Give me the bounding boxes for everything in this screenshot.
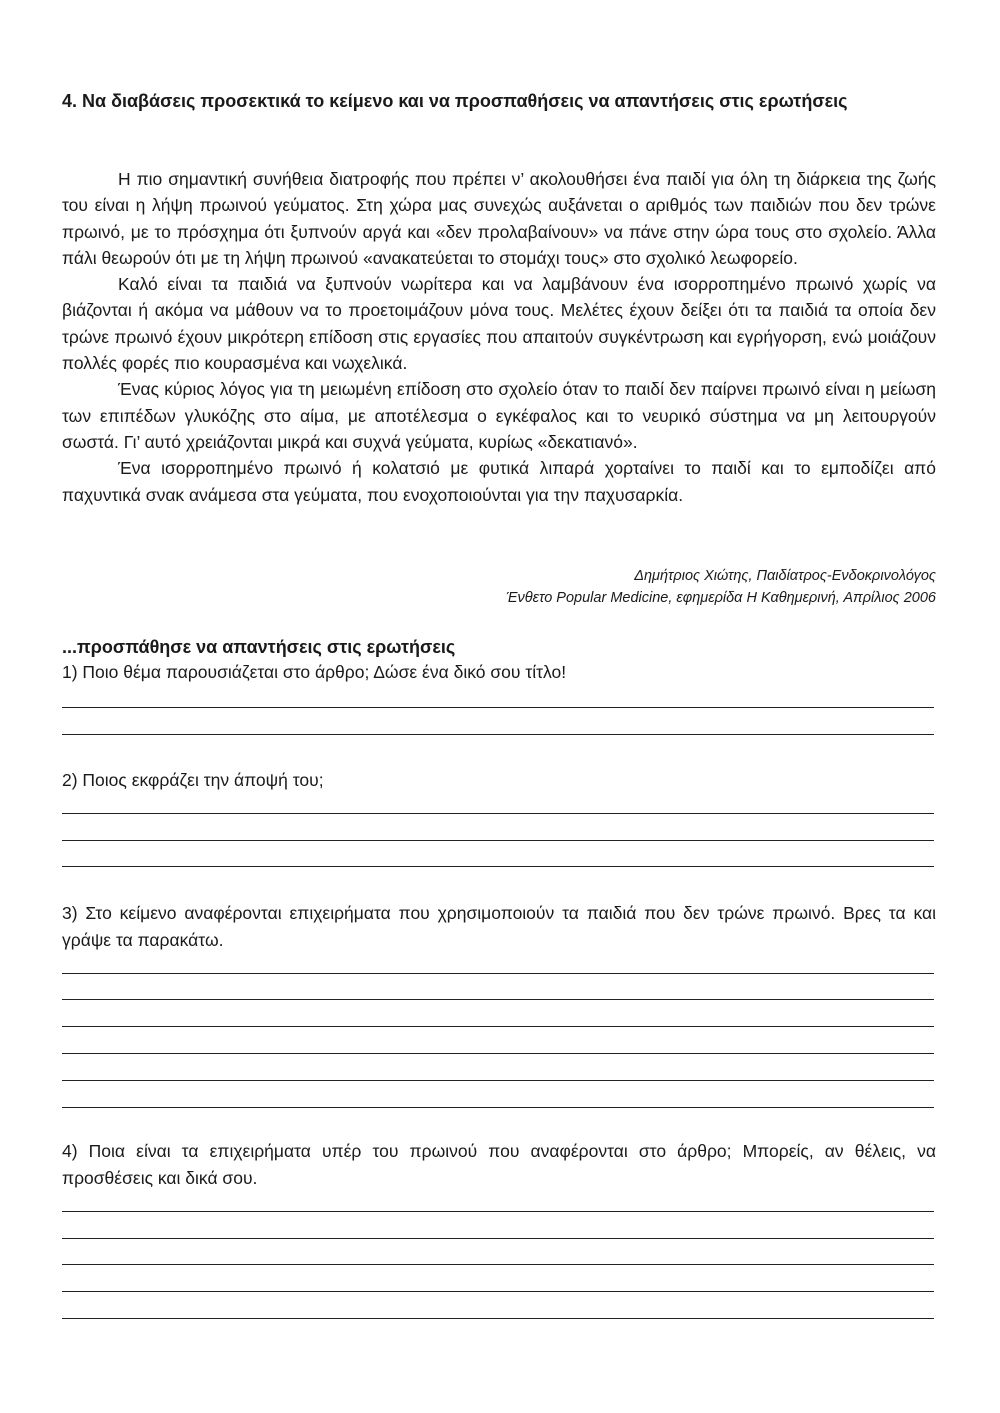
answer-line[interactable] bbox=[62, 1080, 934, 1081]
question-3: 3) Στο κείμενο αναφέρονται επιχειρήματα που χρησιμοποιούν τα παιδιά που δεν τρώνε πρωινό. Βρες τα και γράψε τα παρακάτω. bbox=[62, 903, 936, 950]
article-source bbox=[62, 565, 936, 609]
questions-heading: ...προσπάθησε να απαντήσεις στις ερωτήσεις bbox=[62, 637, 456, 657]
article-paragraph: Ένας κύριος λόγος για τη μειωμένη επίδοση στο σχολείο όταν το παιδί δεν παίρνει πρωινό είναι η μείωση των επιπέδων γλυκόζης στο αίμα, με αποτέλεσμα ο εγκέφαλος και το νευρικό σύστημα να μη λειτουργούν σωστά. Γι’ αυτό χρειάζονται μικρά και συχνά γεύματα, κυρίως «δεκατιανό». bbox=[62, 379, 936, 452]
answer-line[interactable] bbox=[62, 1291, 934, 1292]
answer-line[interactable] bbox=[62, 840, 934, 841]
answer-line[interactable] bbox=[62, 1238, 934, 1239]
answer-line[interactable] bbox=[62, 973, 934, 974]
article-publication: Ένθετο Popular Medicine, εφημερίδα Η Καθημερινή, Απρίλιος 2006 bbox=[506, 590, 936, 606]
exercise-title: 4. Να διαβάσεις προσεκτικά το κείμενο και να προσπαθήσεις να απαντήσεις στις ερωτήσεις bbox=[62, 91, 848, 111]
question-2: 2) Ποιος εκφράζει την άποψή του; bbox=[62, 770, 324, 790]
article-paragraph: Η πιο σημαντική συνήθεια διατροφής που πρέπει ν’ ακολουθήσει ένα παιδί για όλη τη διάρκεια της ζωής του είναι η λήψη πρωινού γεύματος. Στη χώρα μας συνεχώς αυξάνεται ο αριθμός των παιδιών που δεν τρώνε πρωινό, με το πρόσχημα ότι ξυπνούν αργά και «δεν προλαβαίνουν» να πάνε στην ώρα τους στο σχολείο. Άλλα πάλι θεωρούν ότι με τη λήψη πρωινού «ανακατεύεται το στομάχι τους» στο σχολικό λεωφορείο. bbox=[62, 169, 936, 268]
answer-line[interactable] bbox=[62, 707, 934, 708]
answer-line[interactable] bbox=[62, 1318, 934, 1319]
answer-line[interactable] bbox=[62, 999, 934, 1000]
answer-line[interactable] bbox=[62, 1026, 934, 1027]
question-1: 1) Ποιο θέμα παρουσιάζεται στο άρθρο; Δώσε ένα δικό σου τίτλο! bbox=[62, 662, 567, 682]
article-paragraph: Καλό είναι τα παιδιά να ξυπνούν νωρίτερα και να λαμβάνουν ένα ισορροπημένο πρωινό χωρίς να βιάζονται ή ακόμα να μάθουν να το προετοιμάζουν μόνα τους. Μελέτες έχουν δείξει ότι τα παιδιά τα οποία δεν τρώνε πρωινό έχουν μικρότερη επίδοση στις εργασίες που απαιτούν συγκέντρωση και εγρήγορση, ενώ μοιάζουν πολλές φορές πιο κουρασμένα και νωχελικά. bbox=[62, 274, 936, 374]
article-text bbox=[62, 166, 936, 508]
answer-line[interactable] bbox=[62, 813, 934, 814]
answer-line[interactable] bbox=[62, 1107, 934, 1108]
article-author: Δημήτριος Χιώτης, Παιδίατρος-Ενδοκρινολόγος bbox=[634, 568, 936, 584]
question-4: 4) Ποια είναι τα επιχειρήματα υπέρ του πρωινού που αναφέρονται στο άρθρο; Μπορείς, αν θέλεις, να προσθέσεις και δικά σου. bbox=[62, 1141, 936, 1188]
answer-line[interactable] bbox=[62, 1211, 934, 1212]
answer-line[interactable] bbox=[62, 1264, 934, 1265]
article-paragraph: Ένα ισορροπημένο πρωινό ή κολατσιό με φυτικά λιπαρά χορταίνει το παιδί και το εμποδίζει από παχυντικά σνακ ανάμεσα στα γεύματα, που ενοχοποιούνται για την παχυσαρκία. bbox=[62, 458, 936, 505]
answer-line[interactable] bbox=[62, 866, 934, 867]
answer-line[interactable] bbox=[62, 1053, 934, 1054]
answer-line[interactable] bbox=[62, 734, 934, 735]
